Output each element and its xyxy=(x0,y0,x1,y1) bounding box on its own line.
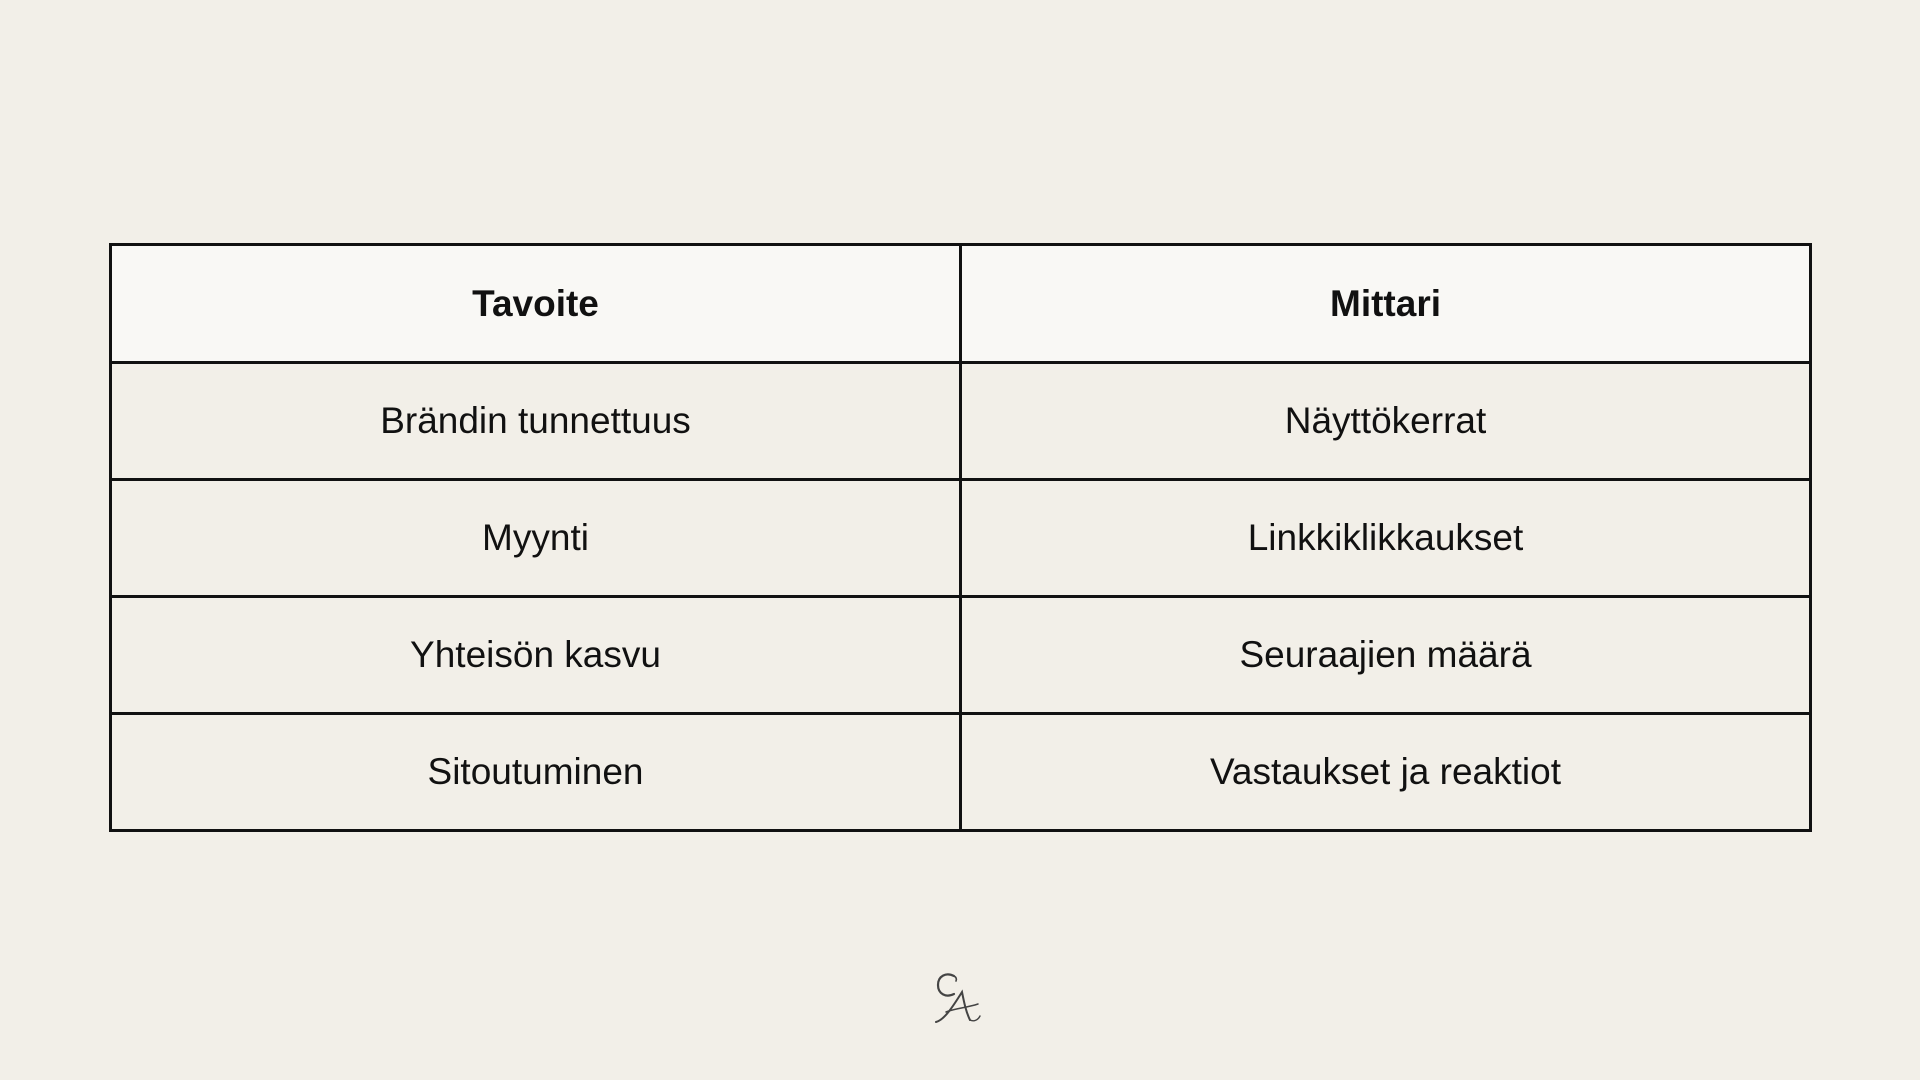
monogram-logo-icon xyxy=(930,968,986,1028)
table-row xyxy=(111,480,1811,597)
metric-cell: Näyttökerrat xyxy=(961,363,1811,480)
monogram-logo xyxy=(930,968,986,1028)
column-header-goal: Tavoite xyxy=(111,245,961,363)
goals-metrics-table xyxy=(109,243,1812,832)
goal-cell: Yhteisön kasvu xyxy=(111,597,961,714)
table-row xyxy=(111,363,1811,480)
table-header-row xyxy=(111,245,1811,363)
table-row xyxy=(111,597,1811,714)
metric-cell: Vastaukset ja reaktiot xyxy=(961,714,1811,831)
goal-cell: Brändin tunnettuus xyxy=(111,363,961,480)
metric-cell: Seuraajien määrä xyxy=(961,597,1811,714)
goal-cell: Myynti xyxy=(111,480,961,597)
column-header-metric: Mittari xyxy=(961,245,1811,363)
goals-table-container xyxy=(109,243,1812,832)
goal-cell: Sitoutuminen xyxy=(111,714,961,831)
metric-cell: Linkkiklikkaukset xyxy=(961,480,1811,597)
table-row xyxy=(111,714,1811,831)
